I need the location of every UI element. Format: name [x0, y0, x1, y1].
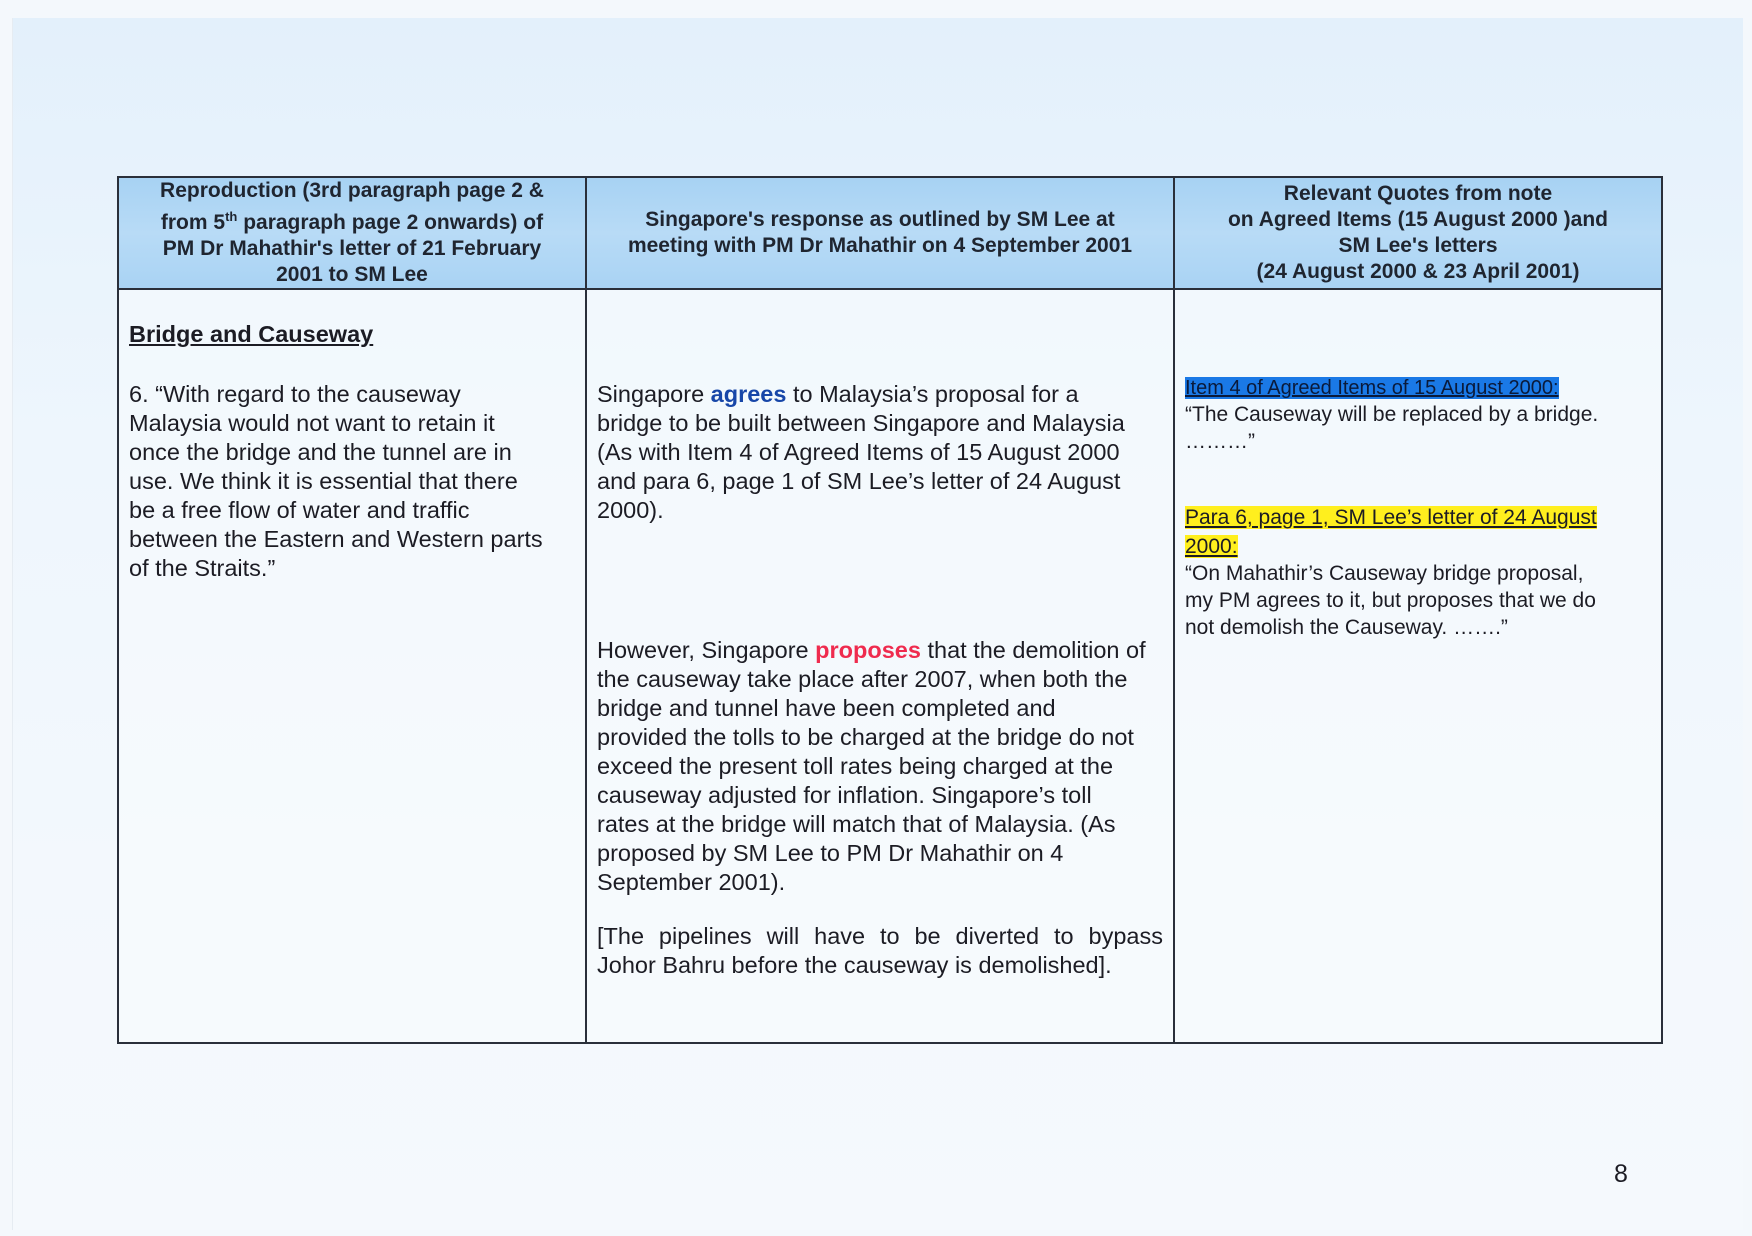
- text-fragment: However, Singapore: [597, 637, 816, 663]
- text-line: ………”: [1185, 430, 1255, 453]
- highlight-sm-lee-letter-heading-2: 2000:: [1185, 535, 1238, 558]
- text-line: [The pipelines will have to be diverted to bypass: [597, 923, 1163, 949]
- text-line: provided the tolls to be charged at the bridge do not: [597, 724, 1134, 750]
- text-line: once the bridge and the tunnel are in: [129, 439, 512, 465]
- header-reproduction-line-3: PM Dr Mahathir's letter of 21 February: [162, 237, 542, 260]
- text-line: exceed the present toll rates being charged at the: [597, 753, 1114, 779]
- text-line: bridge and tunnel have been completed and: [597, 695, 1056, 721]
- text-line: Malaysia would not want to retain it: [129, 410, 495, 436]
- comparison-table: [117, 176, 1663, 1044]
- keyword-agrees: agrees: [710, 381, 787, 407]
- document-page: [12, 18, 1743, 1230]
- text-line: [597, 380, 1163, 409]
- text-line: “On Mahathir’s Causeway bridge proposal,: [1185, 562, 1584, 585]
- quote-block-agreed-items: [1185, 372, 1651, 455]
- response-paragraph-proposes: [597, 636, 1163, 897]
- header-reproduction-line-4: 2001 to SM Lee: [276, 263, 428, 286]
- text-line: 6. “With regard to the causeway: [129, 381, 461, 407]
- text-line: be a free flow of water and traffic: [129, 497, 470, 523]
- header-singapore-response: [586, 177, 1174, 289]
- text-line: 2000).: [597, 497, 664, 523]
- text-line: not demolish the Causeway. …….”: [1185, 616, 1508, 639]
- text-line: causeway adjusted for inflation. Singapore’s toll: [597, 782, 1092, 808]
- header-relevant-quotes: [1174, 177, 1662, 289]
- quote-block-sm-lee-letter: [1185, 502, 1651, 641]
- keyword-proposes: proposes: [815, 637, 921, 663]
- highlight-sm-lee-letter-heading: Para 6, page 1, SM Lee’s letter of 24 August: [1185, 506, 1597, 529]
- text-fragment: Singapore: [597, 381, 711, 407]
- cell-singapore-response: [586, 289, 1174, 1043]
- text-line: “The Causeway will be replaced by a bridge.: [1185, 403, 1599, 426]
- text-line: [1185, 372, 1651, 401]
- header-response-line-2: meeting with PM Dr Mahathir on 4 September 2001: [627, 234, 1133, 257]
- header-quotes-line-2: on Agreed Items (15 August 2000 )and: [1227, 208, 1609, 231]
- text-line: bridge to be built between Singapore and Malaysia: [597, 410, 1125, 436]
- text-line: of the Straits.”: [129, 555, 276, 581]
- section-title: Bridge and Causeway: [129, 321, 374, 347]
- table-body-row: [118, 289, 1662, 1043]
- text-line: [1185, 502, 1651, 531]
- text-line: between the Eastern and Western parts: [129, 526, 543, 552]
- text-line: my PM agrees to it, but proposes that we do: [1185, 589, 1596, 612]
- text-line: September 2001).: [597, 869, 786, 895]
- header-quotes-line-4: (24 August 2000 & 23 April 2001): [1256, 260, 1580, 283]
- text-fragment: to Malaysia’s proposal for a: [786, 381, 1079, 407]
- text-line: [1185, 531, 1651, 560]
- mahathir-quote-paragraph: [129, 380, 575, 583]
- cell-reproduction: [118, 289, 586, 1043]
- text-line: and para 6, page 1 of SM Lee’s letter of 24 August: [597, 468, 1121, 494]
- table-header-row: [118, 177, 1662, 289]
- cell-relevant-quotes: [1174, 289, 1662, 1043]
- header-response-line-1: Singapore's response as outlined by SM Lee at: [645, 208, 1115, 231]
- text-line: Johor Bahru before the causeway is demolished].: [597, 952, 1112, 978]
- header-reproduction-line-1: Reproduction (3rd paragraph page 2 &: [160, 179, 544, 202]
- text-line: [597, 636, 1163, 665]
- response-paragraph-pipelines: [597, 922, 1163, 980]
- header-quotes-line-3: SM Lee's letters: [1338, 234, 1498, 257]
- header-quotes-line-1: Relevant Quotes from note: [1283, 182, 1553, 205]
- text-fragment: that the demolition of: [920, 637, 1146, 663]
- text-line: use. We think it is essential that there: [129, 468, 518, 494]
- header-reproduction-line-2a: from 5: [160, 211, 226, 234]
- header-superscript: th: [225, 209, 238, 224]
- highlight-agreed-items-heading: Item 4 of Agreed Items of 15 August 2000:: [1185, 377, 1559, 399]
- response-paragraph-agrees: [597, 380, 1163, 525]
- text-line: (As with Item 4 of Agreed Items of 15 August 2000: [597, 439, 1120, 465]
- text-line: proposed by SM Lee to PM Dr Mahathir on 4: [597, 840, 1064, 866]
- text-line: rates at the bridge will match that of Malaysia. (As: [597, 811, 1116, 837]
- text-line: the causeway take place after 2007, when both the: [597, 666, 1128, 692]
- header-reproduction-line-2b: paragraph page 2 onwards) of: [237, 211, 544, 234]
- page-number: 8: [1614, 1160, 1628, 1188]
- header-reproduction: [118, 177, 586, 289]
